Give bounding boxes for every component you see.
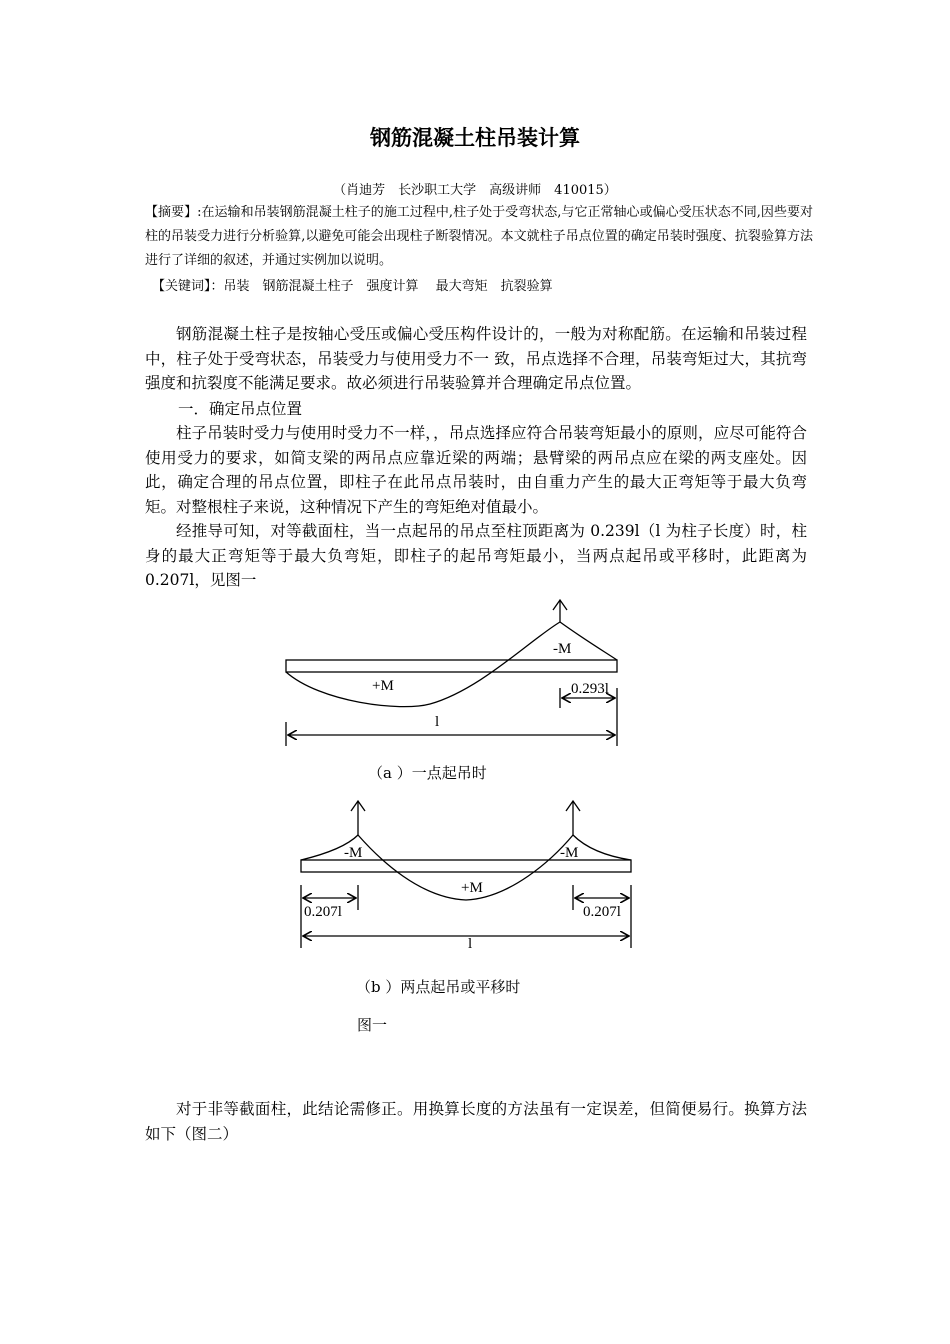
- page-title: 钢筋混凝土柱吊装计算: [370, 126, 580, 150]
- neg-moment-label-b-right: -M: [560, 845, 579, 861]
- column-beam-a: [286, 660, 617, 672]
- column-beam-b: [301, 860, 631, 872]
- author-line: （肖迪芳 长沙职工大学 高级讲师 410015）: [333, 183, 617, 198]
- figure-caption: 图一: [357, 1016, 388, 1034]
- paragraph-lifting-points: 柱子吊装时受力与使用时受力不一样，，吊点选择应符合吊装弯矩最小的原则，应尽可能符合使用受力的要求，如简支梁的两吊点应靠近梁的两端；悬臂梁的两吊点应在梁的两支座处。因此，确定合理的吊点位置，即柱子在此吊点吊装时，由自重力产生的最大正弯矩等于最大负弯矩。对整根柱子来说，这种情况下产生的弯矩绝对值最小。: [145, 424, 807, 516]
- neg-moment-label-a: -M: [553, 641, 572, 657]
- caption-b: （b ）两点起吊或平移时: [356, 978, 521, 996]
- paragraph-derivation: 经推导可知，对等截面柱，当一点起吊的吊点至柱顶距离为 0.239l（l 为柱子长度）时，柱身的最大正弯矩等于最大负弯矩，即柱子的起吊弯矩最小，当两点起吊或平移时，此距离为 0.207l，见图一: [145, 522, 807, 589]
- figure-a-diagram: [286, 600, 617, 746]
- figure-b-diagram: [301, 801, 631, 948]
- offset-label-a: 0.293l: [571, 681, 609, 697]
- keywords: 【关键词】：吊装 钢筋混凝土柱子 强度计算 最大弯矩 抗裂验算: [152, 279, 553, 294]
- paragraph-intro: 钢筋混凝土柱子是按轴心受压或偏心受压构件设计的，一般为对称配筋。在运输和吊装过程中，柱子处于受弯状态，吊装受力与使用受力不一 致，吊点选择不合理，吊装弯矩过大，其抗弯强度和抗裂度不能满足要求。故必须进行吊装验算并合理确定吊点位置。: [145, 325, 807, 392]
- caption-a: （a ）一点起吊时: [368, 764, 487, 782]
- offset-label-b-right: 0.207l: [583, 904, 621, 920]
- moment-curve-a: [286, 622, 617, 707]
- abstract: 【摘要】:在运输和吊装钢筋混凝土柱子的施工过程中,柱子处于受弯状态,与它正常轴心或偏心受压状态不同,因些要对柱的吊装受力进行分析验算,以避免可能会出现柱子断裂情况。本文就柱子吊点位置的确定吊装时强度、抗裂验算方法进行了详细的叙述，并通过实例加以说明。: [145, 205, 813, 268]
- length-label-a: l: [435, 714, 440, 730]
- length-label-b: l: [468, 936, 473, 952]
- offset-label-b-left: 0.207l: [304, 904, 342, 920]
- section-heading: 一．确定吊点位置: [178, 400, 303, 418]
- neg-moment-label-b-left: -M: [344, 845, 363, 861]
- pos-moment-label-b: +M: [461, 880, 483, 896]
- paragraph-nonuniform: 对于非等截面柱，此结论需修正。用换算长度的方法虽有一定误差，但简便易行。换算方法如下（图二）: [145, 1100, 807, 1143]
- pos-moment-label-a: +M: [372, 678, 394, 694]
